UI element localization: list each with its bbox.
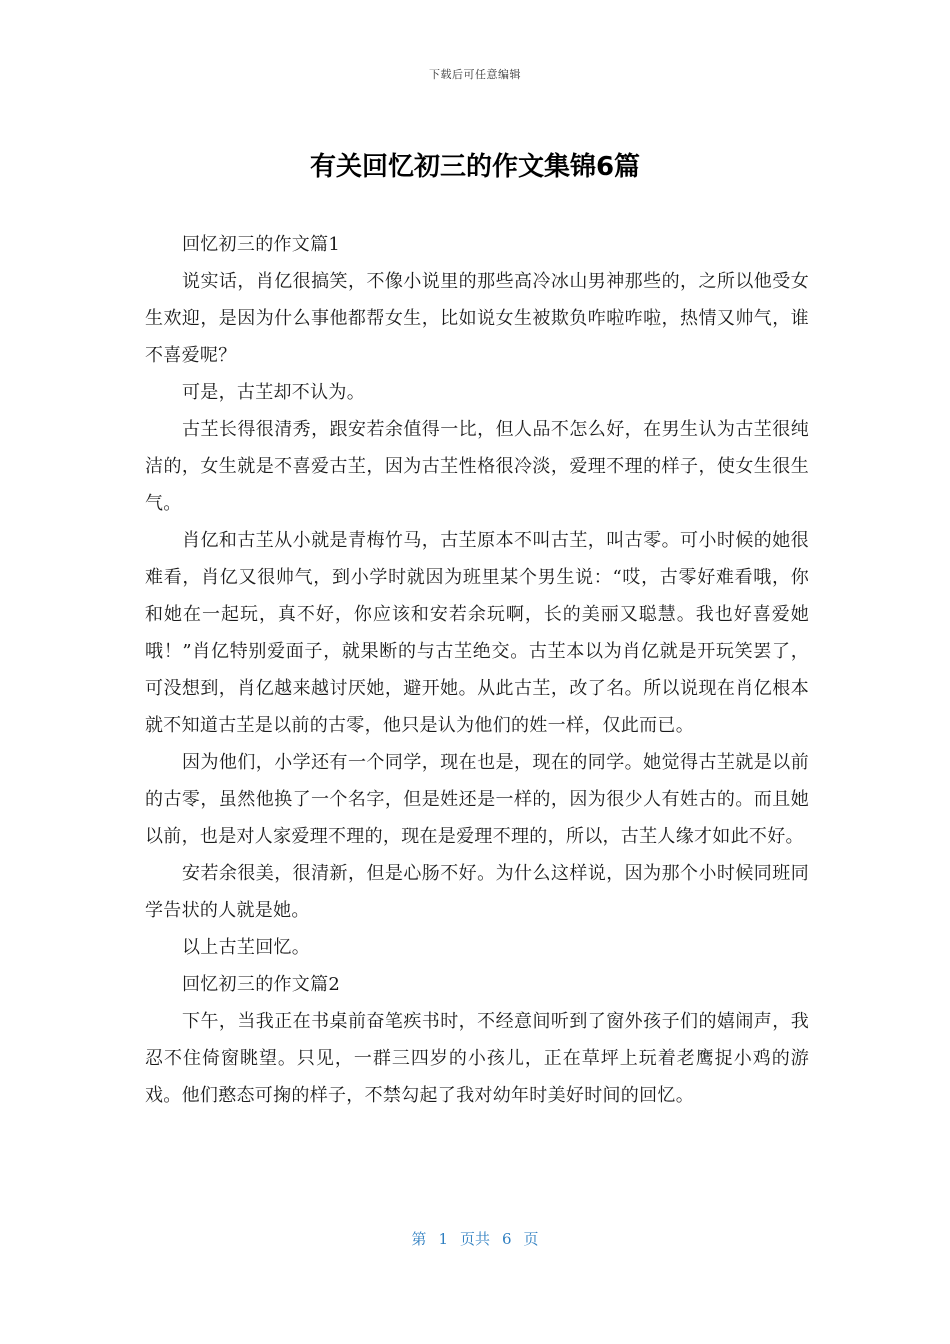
- section-heading-2: 回忆初三的作文篇2: [182, 974, 341, 995]
- footer-prefix: 第: [411, 1230, 427, 1248]
- header-note: 下载后可任意编辑: [429, 68, 521, 81]
- page-footer: [0, 1228, 950, 1249]
- document-title: 有关回忆初三的作文集锦6篇: [309, 152, 641, 182]
- paragraph: 可是，古芏却不认为。: [182, 382, 365, 403]
- paragraph: 肖亿和古芏从小就是青梅竹马，古芏原本不叫古芏，叫古零。可小时候的她很难看，肖亿又很帅气，到小学时就因为班里某个男生说：“哎，古零好难看哦，你和她在一起玩，真不好，你应该和安若余玩啊，长的美丽又聪慧。我也好喜爱她哦！”肖亿特别爱面子，就果断的与古芏绝交。古芏本以为肖亿就是开玩笑罢了，可没想到，肖亿越来越讨厌她，避开她。从此古芏，改了名。所以说现在肖亿根本就不知道古芏是以前的古零，他只是认为他们的姓一样，仅此而已。: [145, 530, 809, 736]
- paragraph: 下午，当我正在书桌前奋笔疾书时，不经意间听到了窗外孩子们的嬉闹声，我忍不住倚窗眺望。只见，一群三四岁的小孩儿，正在草坪上玩着老鹰捉小鸡的游戏。他们憨态可掬的样子，不禁勾起了我对幼年时美好时间的回忆。: [145, 1011, 809, 1106]
- footer-total-pages: 6: [502, 1230, 512, 1248]
- footer-page-number: 1: [438, 1230, 448, 1248]
- paragraph: 说实话，肖亿很搞笑，不像小说里的那些高冷冰山男神那些的，之所以他受女生欢迎，是因为什么事他都帮女生，比如说女生被欺负咋啦咋啦，热情又帅气，谁不喜爱呢？: [145, 271, 809, 366]
- paragraph: 因为他们，小学还有一个同学，现在也是，现在的同学。她觉得古芏就是以前的古零，虽然他换了一个名字，但是姓还是一样的，因为很少人有姓古的。而且她以前，也是对人家爱理不理的，现在是爱理不理的，所以，古芏人缘才如此不好。: [145, 752, 809, 847]
- paragraph: 以上古芏回忆。: [182, 937, 311, 958]
- section-heading-1: 回忆初三的作文篇1: [182, 234, 341, 255]
- paragraph: 安若余很美，很清新，但是心肠不好。为什么这样说，因为那个小时候同班同学告状的人就是她。: [145, 863, 809, 921]
- footer-middle: 页共: [459, 1230, 490, 1248]
- footer-suffix: 页: [523, 1230, 539, 1248]
- paragraph: 古芏长得很清秀，跟安若余值得一比，但人品不怎么好，在男生认为古芏很纯洁的，女生就是不喜爱古芏，因为古芏性格很冷淡，爱理不理的样子，使女生很生气。: [145, 419, 809, 514]
- document-body: [145, 226, 809, 1114]
